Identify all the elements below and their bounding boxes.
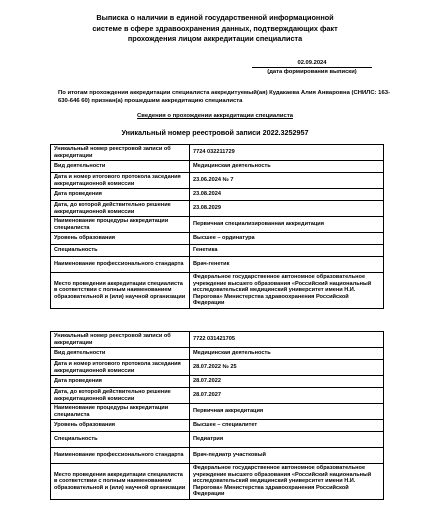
record-field-label: Уровень образования [51, 420, 190, 432]
record-field-value: 28.07.2022 № 25 [190, 360, 384, 376]
section-heading: Сведения о прохождении аккредитации специалиста [137, 113, 293, 119]
record-field-value: 23.06.2024 № 7 [190, 173, 384, 189]
record-field-label: Вид деятельности [51, 161, 190, 173]
record-field-label: Дата, до которой действительно решение аккредитационной комиссии [51, 388, 190, 404]
record-row [51, 173, 384, 189]
record-row [51, 348, 384, 360]
record-field-value: Медицинская деятельность [190, 161, 384, 173]
record-field-value: 28.07.2022 [190, 376, 384, 388]
title-line: системе в сфере здравоохранения данных, подтверждающих факт [92, 23, 338, 33]
record-row [51, 432, 384, 448]
record-row [51, 245, 384, 257]
record-field-label: Дата, до которой действительно решение аккредитационной комиссии [51, 201, 190, 217]
record-field-label: Место проведения аккредитации специалиста в соответствии с полным наименованием образовательной и (или) научной организации [51, 273, 190, 309]
registry-heading: Уникальный номер реестровой записи 2022.3252957 [121, 128, 309, 137]
record-field-value: Высшее – специалитет [190, 420, 384, 432]
record-field-label: Дата и номер итогового протокола заседания аккредитационной комиссии [51, 360, 190, 376]
record-row [51, 257, 384, 273]
record-field-label: Уникальный номер реестровой записи об аккредитации [51, 332, 190, 348]
accreditation-record-table [50, 331, 384, 500]
record-row [51, 464, 384, 500]
record-field-value: Генетика [190, 245, 384, 257]
record-field-value: Федеральное государственное автономное образовательное учреждение высшего образования «Российский национальный исследовательский медицинский университет имени Н.И. Пирогова» Министерства здравоохранения Российской Федерации [190, 464, 384, 500]
record-field-value: 7724 032211729 [190, 145, 384, 161]
intro-paragraph: По итогам прохождения аккредитации специалиста аккредитуемый(ая) Кудакаева Алия Анваровна (СНИЛС: 163-630-646 60) признан(а) прошедшим аккредитацию специалиста [58, 90, 390, 104]
record-field-label: Дата и номер итогового протокола заседания аккредитационной комиссии [51, 173, 190, 189]
record-field-value: 7722 031421705 [190, 332, 384, 348]
accreditation-record-table [50, 144, 384, 309]
record-field-value: Врач-генетик [190, 257, 384, 273]
record-field-label: Наименование профессионального стандарта [51, 257, 190, 273]
record-field-label: Специальность [51, 432, 190, 448]
title-line: Выписка о наличии в единой государственной информационной [96, 13, 334, 22]
record-field-label: Уровень образования [51, 233, 190, 245]
extract-date: 02.09.2024 [252, 60, 372, 68]
record-field-label: Наименование процедуры аккредитации специалиста [51, 217, 190, 233]
record-field-value: Высшее – ординатура [190, 233, 384, 245]
record-field-label: Вид деятельности [51, 348, 190, 360]
record-row [51, 360, 384, 376]
record-row [51, 448, 384, 464]
record-row [51, 420, 384, 432]
record-field-value: Федеральное государственное автономное образовательное учреждение высшего образования «Российский национальный исследовательский медицинский университет имени Н.И. Пирогова» Министерства здравоохранения Российской Федерации [190, 273, 384, 309]
record-row [51, 233, 384, 245]
record-field-label: Место проведения аккредитации специалиста в соответствии с полным наименованием образовательной и (или) научной организации [51, 464, 190, 500]
record-row [51, 189, 384, 201]
record-field-value: Врач-педиатр участковый [190, 448, 384, 464]
record-row [51, 404, 384, 420]
record-row [51, 217, 384, 233]
record-field-value: Педиатрия [190, 432, 384, 448]
record-field-value: Первичная аккредитация [190, 404, 384, 420]
record-row [51, 376, 384, 388]
record-field-label: Наименование процедуры аккредитации специалиста [51, 404, 190, 420]
record-field-label: Дата проведения [51, 189, 190, 201]
record-row [51, 332, 384, 348]
record-field-label: Уникальный номер реестровой записи об аккредитации [51, 145, 190, 161]
document-title [70, 13, 360, 45]
record-field-label: Наименование профессионального стандарта [51, 448, 190, 464]
title-line: прохождения лицом аккредитации специалиста [127, 34, 303, 43]
record-field-value: Медицинская деятельность [190, 348, 384, 360]
extract-date-block [252, 60, 372, 75]
record-row [51, 273, 384, 309]
extract-date-caption: (дата формирования выписки) [267, 69, 357, 75]
record-field-value: 23.08.2029 [190, 201, 384, 217]
record-row [51, 201, 384, 217]
record-row [51, 145, 384, 161]
record-field-label: Дата проведения [51, 376, 190, 388]
record-field-value: Первичная специализированная аккредитация [190, 217, 384, 233]
record-field-value: 23.08.2024 [190, 189, 384, 201]
record-field-value: 28.07.2027 [190, 388, 384, 404]
record-field-label: Специальность [51, 245, 190, 257]
record-row [51, 161, 384, 173]
record-row [51, 388, 384, 404]
